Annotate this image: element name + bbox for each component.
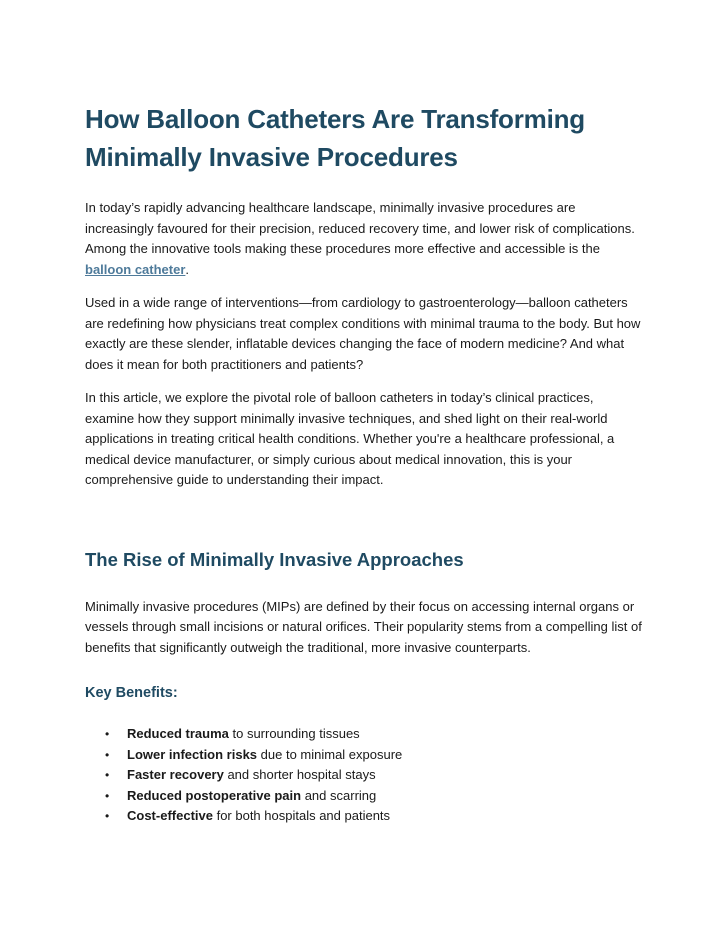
list-item	[85, 724, 645, 745]
bullet-icon: •	[105, 768, 110, 782]
intro-paragraph-2: Used in a wide range of interventions—from cardiology to gastroenterology—balloon catheters are redefining how physicians treat complex conditions with minimal trauma to the body. But how exactly are these slender, inflatable devices changing the face of modern medicine? And what does it mean for both practitioners and patients?	[85, 295, 641, 372]
section-paragraph: Minimally invasive procedures (MIPs) are defined by their focus on accessing internal organs or vessels through small incisions or natural orifices. Their popularity stems from a compelling list of benefits that significantly outweigh the traditional, more invasive counterparts.	[85, 598, 642, 655]
benefit-text: due to minimal exposure	[257, 746, 403, 762]
list-item	[85, 786, 645, 807]
list-item	[85, 806, 645, 827]
balloon-catheter-link[interactable]: balloon catheter	[85, 261, 186, 277]
benefit-text: and scarring	[301, 787, 377, 803]
benefits-list	[85, 724, 645, 827]
intro-paragraph-1-end: .	[185, 261, 190, 277]
bullet-icon: •	[105, 747, 110, 762]
section-heading: The Rise of Minimally Invasive Approaches	[85, 548, 464, 570]
benefit-text: to surrounding tissues	[228, 726, 360, 741]
list-item	[85, 765, 645, 786]
bullet-icon: •	[105, 727, 110, 741]
intro-paragraph-1	[85, 198, 645, 280]
list-item	[85, 745, 645, 766]
article-title: How Balloon Catheters Are Transforming Minimally Invasive Procedures	[85, 104, 585, 172]
bullet-icon: •	[105, 788, 110, 803]
benefit-text: and shorter hospital stays	[223, 767, 376, 782]
benefit-bold: Reduced trauma	[127, 726, 229, 741]
intro-paragraph-1-text: In today’s rapidly advancing healthcare landscape, minimally invasive procedures are increasingly favoured for their precision, reduced recovery time, and lower risk of complications. Among the innovative tools making these procedures more effective and accessible is the	[85, 200, 635, 256]
article	[85, 100, 645, 827]
key-benefits-heading: Key Benefits:	[85, 685, 178, 701]
benefit-bold: Cost-effective	[127, 808, 213, 823]
benefit-bold: Faster recovery	[127, 767, 224, 782]
intro-paragraph-3: In this article, we explore the pivotal role of balloon catheters in today’s clinical practices, examine how they support minimally invasive techniques, and shed light on their real-world applications in treating critical health conditions. Whether you're a healthcare professional, a medical device manufacturer, or simply curious about medical innovation, this is your comprehensive guide to understanding their impact.	[85, 390, 615, 487]
benefit-bold: Reduced postoperative pain	[127, 787, 302, 803]
benefit-bold: Lower infection risks	[127, 746, 258, 762]
bullet-icon: •	[105, 809, 110, 823]
benefit-text: for both hospitals and patients	[212, 808, 391, 823]
